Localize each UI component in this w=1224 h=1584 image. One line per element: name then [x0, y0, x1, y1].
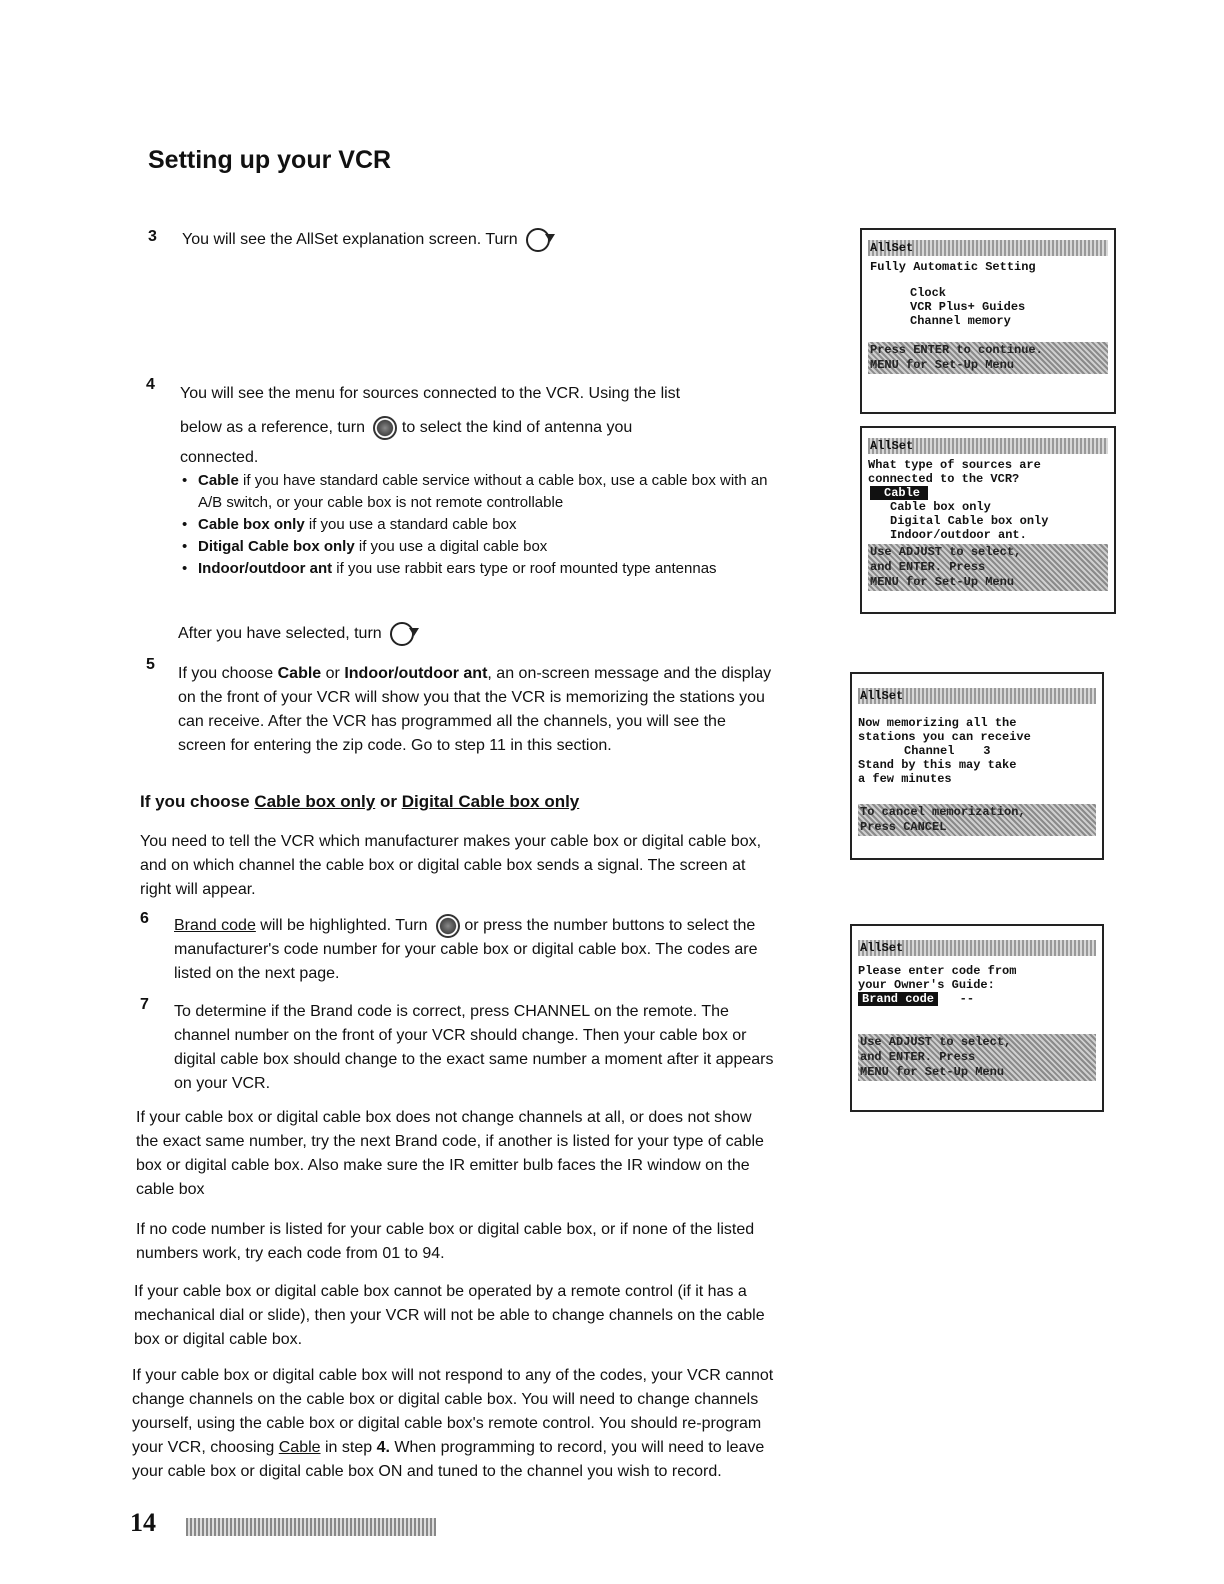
step-4-after-text: After you have selected, turn	[178, 625, 382, 643]
step-3-text	[182, 228, 550, 252]
paragraph-4-c: When programming to record, you will need to leave your cable box or digital cable box ON and tuned to the channel you wish to record.	[132, 1439, 765, 1480]
step-3-number: 3	[148, 228, 157, 245]
footer-line: To cancel memorization,	[860, 805, 1026, 819]
selected-option: Cable	[870, 486, 928, 500]
footer-line: Use ADJUST to select,	[860, 1035, 1012, 1049]
screen-line: stations you can receive	[858, 730, 1031, 744]
step-5-d: , an on-screen message and the display on the front of your VCR will show you that the VCR is memorizing the stations you can receive. After the VCR has programmed all the channels, you will see the screen for entering the zip code. Go to step 11 in this section.	[178, 665, 772, 754]
footer-line: MENU for Set-Up Menu	[870, 575, 1015, 589]
step-4-line3: connected.	[180, 449, 259, 466]
screen-line: Channel 3	[904, 744, 991, 758]
footer-line: Press CANCEL	[860, 820, 947, 834]
paragraph-4-step: 4.	[376, 1439, 390, 1456]
intro-paragraph: You need to tell the VCR which manufacturer makes your cable box or digital cable box, and on which channel the cable box or digital cable box sends a signal. The screen at right will appear.	[140, 833, 762, 898]
subhead-mid: or	[375, 792, 402, 811]
screen-allset-intro	[860, 228, 1116, 414]
screen-line: a few minutes	[858, 772, 952, 786]
step-3-label: You will see the AllSet explanation screen. Turn	[182, 231, 518, 249]
footer-line: MENU for Set-Up Menu	[860, 1065, 1005, 1079]
step-4-number: 4	[146, 376, 155, 393]
step-5-cable: Cable	[277, 665, 322, 682]
screen-line: What type of sources are	[868, 458, 1041, 472]
screen-footer	[868, 342, 1108, 374]
option-desc: if you use rabbit ears type or roof mounted type antennas	[332, 560, 717, 577]
step-4-line2	[180, 416, 632, 440]
screen-header: AllSet	[868, 438, 1108, 454]
screen-line: Channel memory	[910, 314, 1011, 328]
step-4-line2a: below as a reference, turn	[180, 419, 365, 437]
option-desc: if you use a digital cable box	[354, 538, 548, 555]
screen-line: Indoor/outdoor ant.	[890, 528, 1027, 542]
subhead-link-digital-cable-box-only: Digital Cable box only	[401, 792, 580, 811]
list-item	[180, 558, 770, 580]
option-desc: if you use a standard cable box	[304, 516, 517, 533]
paragraph-3: If your cable box or digital cable box cannot be operated by a remote control (if it has a mechanical dial or slide), then your VCR will not be able to change channels on the cable box or digital cable box.	[134, 1283, 765, 1348]
screen-line: Cable box only	[890, 500, 991, 514]
page-title: Setting up your VCR	[148, 146, 392, 174]
paragraph-4-cable-link: Cable	[278, 1439, 321, 1456]
step-6-b: or press the number buttons to select the manufacturer's code number for your cable box or digital cable box. The codes are listed on the next page.	[174, 917, 758, 983]
footer-line: MENU for Set-Up Menu	[870, 358, 1015, 372]
option-term: Cable box only	[198, 516, 305, 533]
knob-turn-icon	[526, 228, 550, 252]
option-term: Ditigal Cable box only	[198, 538, 355, 555]
paragraph-4	[132, 1364, 776, 1484]
step-7-number: 7	[140, 996, 149, 1013]
step-6-number: 6	[140, 910, 149, 927]
paragraph-4-b: in step	[320, 1439, 377, 1456]
brand-code-value: --	[959, 992, 975, 1006]
paragraph-2: If no code number is listed for your cable box or digital cable box, or if none of the listed numbers work, try each code from 01 to 94.	[136, 1221, 755, 1262]
step-6-text	[174, 914, 774, 986]
screen-line: VCR Plus+ Guides	[910, 300, 1026, 314]
footer-line: and ENTER. Press	[870, 560, 986, 574]
step-5-indoor: Indoor/outdoor ant	[344, 665, 488, 682]
subhead-link-cable-box-only: Cable box only	[254, 792, 376, 811]
screen-selected-line	[862, 486, 1114, 500]
screen-footer	[858, 1034, 1096, 1081]
knob-turn-icon	[390, 622, 414, 646]
subhead-prefix: If you choose	[140, 792, 250, 811]
dial-icon	[373, 416, 397, 440]
option-term: Indoor/outdoor ant	[198, 560, 333, 577]
step-4-after	[178, 622, 414, 646]
screen-header: AllSet	[858, 940, 1096, 956]
dial-icon	[436, 914, 460, 938]
list-item	[180, 470, 770, 514]
screen-footer	[858, 804, 1096, 836]
step-5-a: If you choose	[178, 665, 278, 682]
screen-header: AllSet	[858, 688, 1096, 704]
step-4-line2b: to select the kind of antenna you	[401, 419, 633, 437]
antenna-options-list	[180, 470, 770, 580]
step-4-line1: You will see the menu for sources connected to the VCR. Using the list	[180, 385, 681, 402]
screen-source-select	[860, 426, 1116, 614]
option-desc: if you have standard cable service without a cable box, use a cable box with an A/B switch, or your cable box is not remote controllable	[198, 472, 768, 511]
list-item	[180, 536, 770, 558]
screen-brand-code-line	[852, 992, 1102, 1006]
screen-header: AllSet	[868, 240, 1108, 256]
footer-line: Use ADJUST to select,	[870, 545, 1022, 559]
screen-line: connected to the VCR?	[868, 472, 1020, 486]
page-number: 14	[130, 1508, 156, 1537]
screen-line: Clock	[910, 286, 947, 300]
step-6-a: will be highlighted. Turn	[255, 917, 428, 935]
screen-line: Fully Automatic Setting	[870, 260, 1036, 274]
step-6-brand-code: Brand code	[174, 917, 256, 935]
screen-line: Now memorizing all the	[858, 716, 1017, 730]
paragraph-4-a: If your cable box or digital cable box will not respond to any of the codes, your VCR cannot change channels on the cable box or digital cable box. You will need to change channels yourself, using the cable box or digital cable box's remote control. You should re-program your VCR, choosing	[132, 1367, 774, 1456]
page-footer-bar	[186, 1518, 436, 1536]
screen-footer	[868, 544, 1108, 591]
screen-memorizing	[850, 672, 1104, 860]
section-subheading	[140, 792, 579, 812]
footer-line: and ENTER. Press	[860, 1050, 976, 1064]
brand-code-field: Brand code	[858, 992, 938, 1006]
screen-line: Stand by this may take	[858, 758, 1017, 772]
step-5-number: 5	[146, 656, 155, 673]
screen-line: your Owner's Guide:	[858, 978, 995, 992]
screen-line: Digital Cable box only	[890, 514, 1049, 528]
screen-line: Please enter code from	[858, 964, 1017, 978]
list-item	[180, 514, 770, 536]
option-term: Cable	[198, 472, 239, 489]
footer-line: Press ENTER to continue.	[870, 343, 1043, 357]
step-5-text	[178, 662, 778, 758]
step-7-text: To determine if the Brand code is correct, press CHANNEL on the remote. The channel number on the front of your VCR should change. Then your cable box or digital cable box should change to the exact same number a moment after it appears on your VCR.	[174, 1003, 774, 1092]
paragraph-1: If your cable box or digital cable box does not change channels at all, or does not show the exact same number, try the next Brand code, if another is listed for your type of cable box or digital cable box. Also make sure the IR emitter bulb faces the IR window on the cable box	[136, 1109, 764, 1198]
screen-brand-code	[850, 924, 1104, 1112]
step-5-c: or	[321, 665, 345, 682]
